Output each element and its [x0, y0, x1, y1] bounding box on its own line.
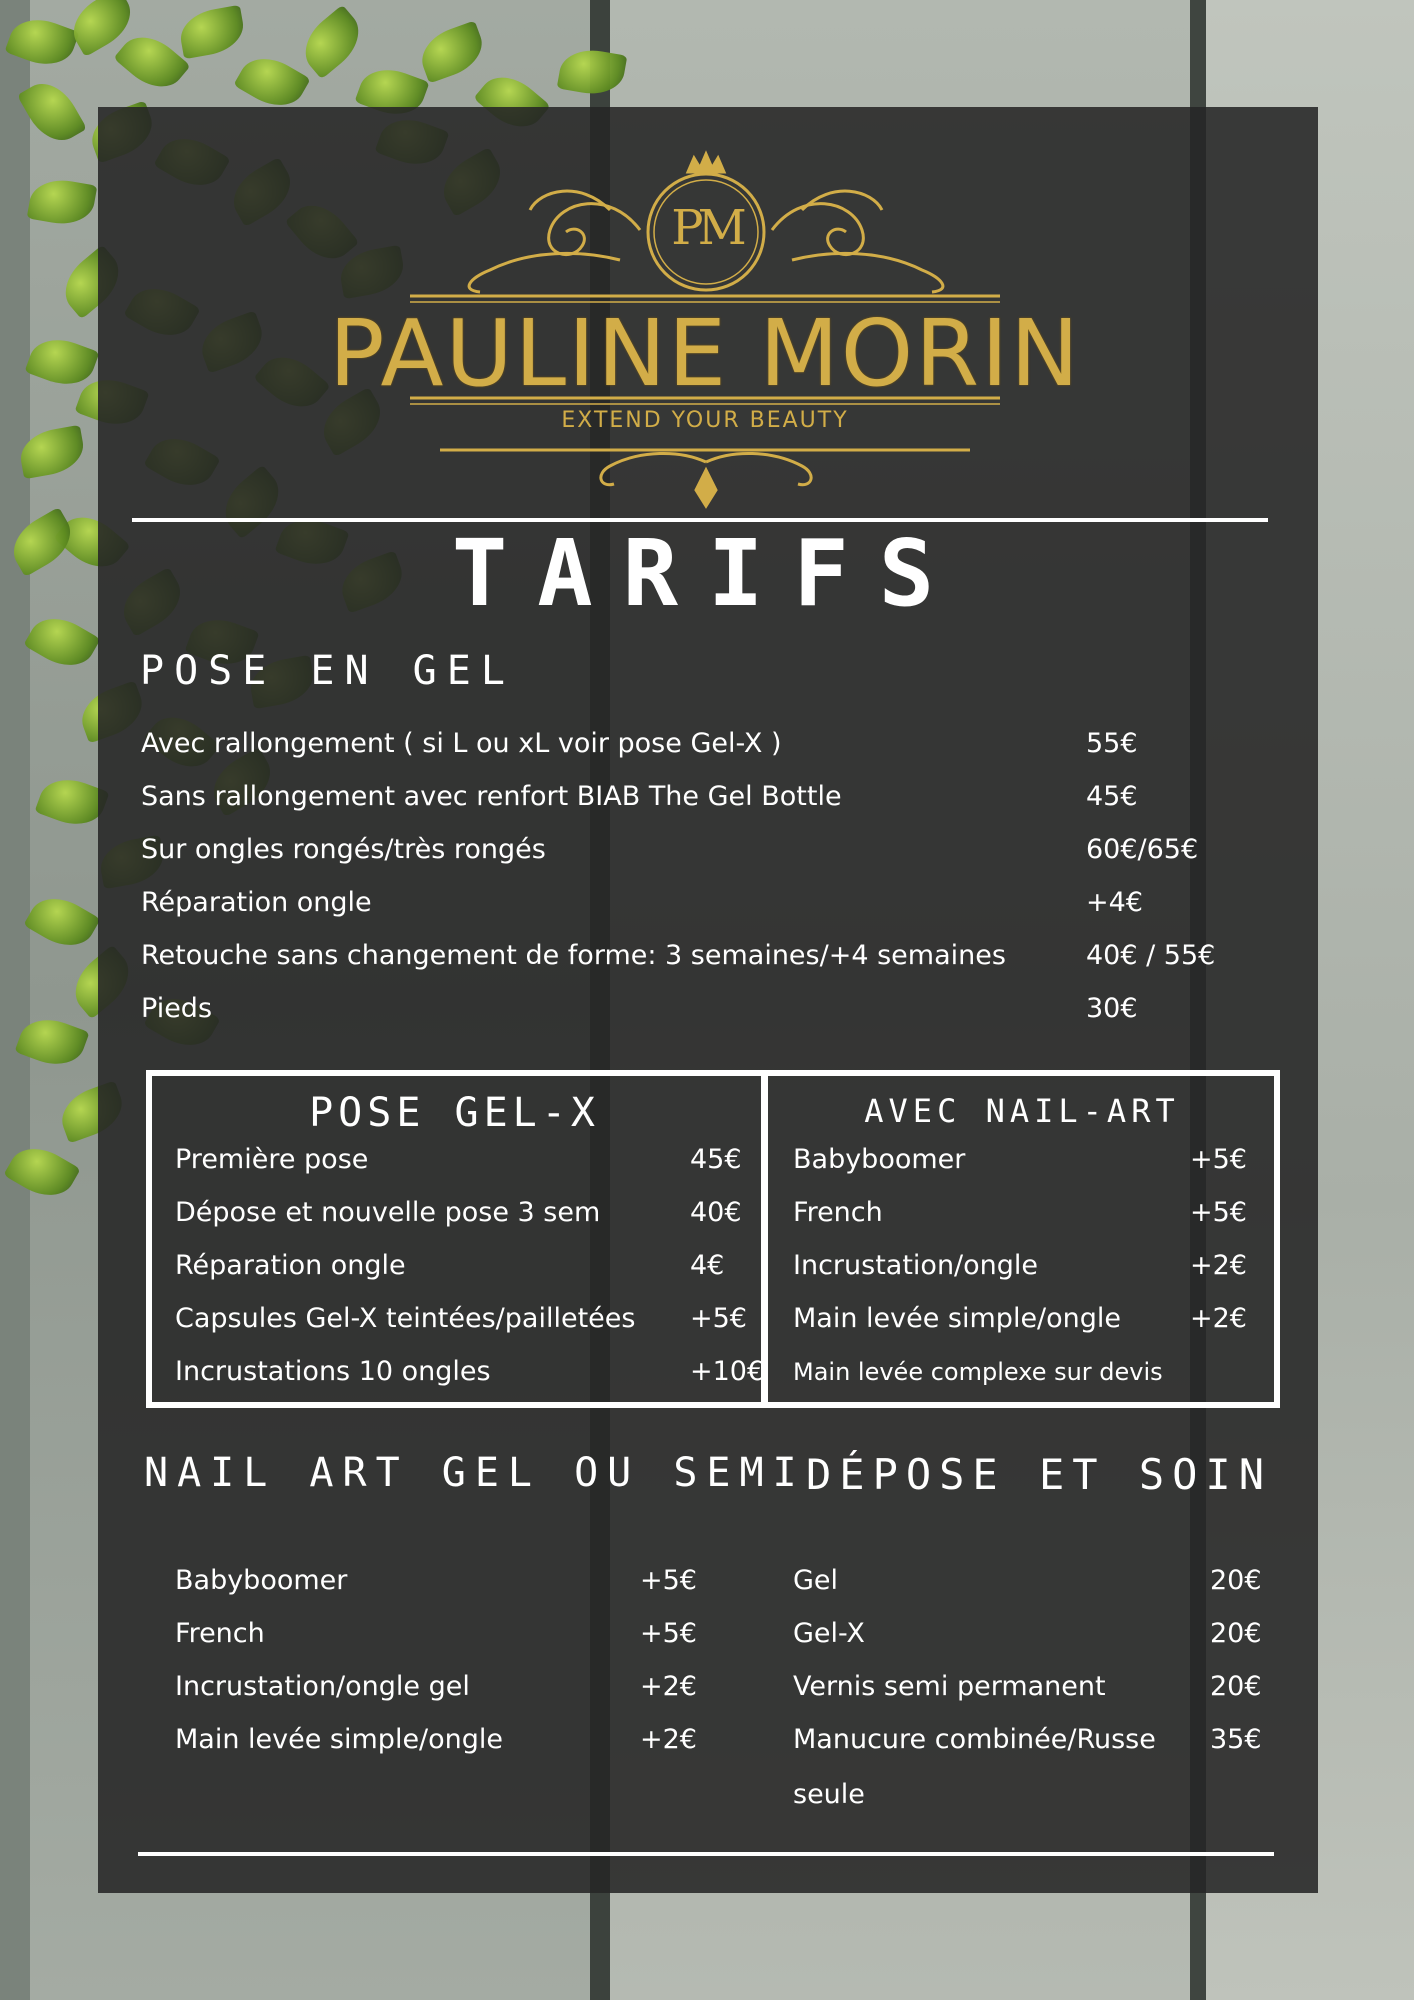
section-title-depose-soin: DÉPOSE ET SOIN [806, 1450, 1273, 1499]
price-item-price: +5€ [1190, 1144, 1247, 1175]
depose-soin-extra-line: seule [793, 1779, 865, 1810]
price-item-price: +2€ [1190, 1250, 1247, 1281]
price-item-price: +4€ [1086, 887, 1143, 918]
price-item-price: 20€ [1210, 1618, 1262, 1649]
brand-logo [310, 150, 1100, 510]
price-item-label: Main levée complexe sur devis [793, 1358, 1163, 1386]
price-item-price: 40€ / 55€ [1086, 940, 1216, 971]
price-item-price: +2€ [640, 1671, 697, 1702]
price-item-price: 30€ [1086, 993, 1138, 1024]
price-item-price: +5€ [1190, 1197, 1247, 1228]
section-title-nail-art-gel: NAIL ART GEL OU SEMI [144, 1450, 806, 1496]
price-item-price: +5€ [640, 1618, 697, 1649]
price-item-label: Réparation ongle [175, 1250, 406, 1281]
price-item-price: +10€ [690, 1356, 765, 1387]
price-item-label: Réparation ongle [141, 887, 372, 918]
price-item-label: Manucure combinée/Russe [793, 1724, 1156, 1755]
price-item-price: 60€/65€ [1086, 834, 1199, 865]
price-item-label: Première pose [175, 1144, 369, 1175]
brand-monogram: PM [671, 200, 741, 256]
section-title-pose-gel-x: POSE GEL-X [309, 1090, 600, 1136]
price-item-label: Babyboomer [175, 1565, 348, 1596]
price-item-label: Capsules Gel-X teintées/pailletées [175, 1303, 636, 1334]
brand-tagline: EXTEND YOUR BEAUTY [561, 408, 849, 433]
price-item-price: 45€ [1086, 781, 1138, 812]
price-item-price: 20€ [1210, 1671, 1262, 1702]
price-item-price: 45€ [690, 1144, 742, 1175]
price-item-label: Gel-X [793, 1618, 865, 1649]
price-item-price: 35€ [1210, 1724, 1262, 1755]
price-item-label: Retouche sans changement de forme: 3 semaines/+4 semaines [141, 940, 1006, 971]
price-item-price: 40€ [690, 1197, 742, 1228]
price-item-price: 55€ [1086, 728, 1138, 759]
price-item-label: Main levée simple/ongle [175, 1724, 504, 1755]
price-item-price: 4€ [690, 1250, 725, 1281]
box-divider [761, 1070, 768, 1404]
page-title: TARIFS [451, 520, 965, 627]
price-item-label: Incrustation/ongle gel [175, 1671, 470, 1702]
price-item-price: +2€ [640, 1724, 697, 1755]
price-item-label: French [175, 1618, 265, 1649]
price-item-price: +2€ [1190, 1303, 1247, 1334]
price-item-label: French [793, 1197, 883, 1228]
price-item-label: Vernis semi permanent [793, 1671, 1106, 1702]
price-item-price: +5€ [640, 1565, 697, 1596]
price-item-label: Main levée simple/ongle [793, 1303, 1122, 1334]
bottom-divider [138, 1852, 1274, 1856]
price-item-label: Incrustations 10 ongles [175, 1356, 491, 1387]
price-item-label: Sur ongles rongés/très rongés [141, 834, 546, 865]
price-item-label: Dépose et nouvelle pose 3 sem [175, 1197, 601, 1228]
price-item-label: Sans rallongement avec renfort BIAB The Gel Bottle [141, 781, 842, 812]
price-item-price: +5€ [690, 1303, 747, 1334]
price-item-price: 20€ [1210, 1565, 1262, 1596]
price-item-label: Pieds [141, 993, 213, 1024]
price-item-label: Babyboomer [793, 1144, 966, 1175]
section-title-pose-en-gel: POSE EN GEL [140, 648, 515, 694]
price-item-label: Avec rallongement ( si L ou xL voir pose Gel-X ) [141, 728, 782, 759]
price-item-label: Incrustation/ongle [793, 1250, 1039, 1281]
section-title-avec-nail-art: AVEC NAIL-ART [864, 1092, 1180, 1130]
brand-name: PAULINE MORIN [328, 300, 1082, 407]
price-item-label: Gel [793, 1565, 839, 1596]
